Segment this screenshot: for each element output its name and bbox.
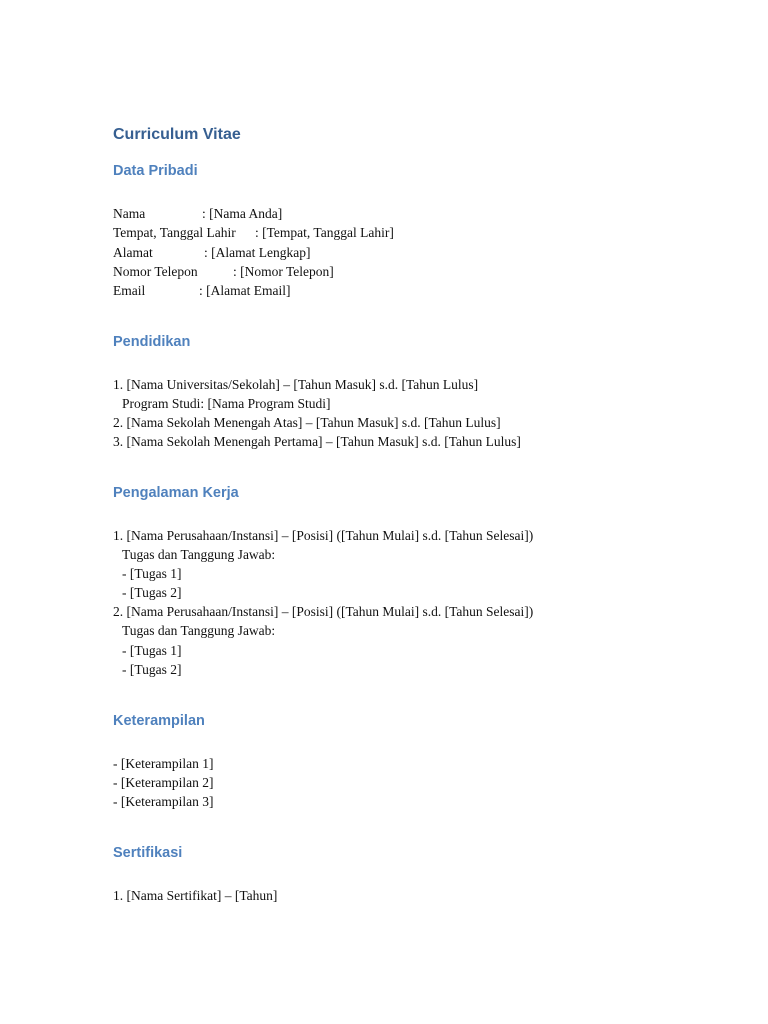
education-line: 2. [Nama Sekolah Menengah Atas] – [Tahun Masuk] s.d. [Tahun Lulus] bbox=[113, 415, 501, 430]
education-line: Program Studi: [Nama Program Studi] bbox=[122, 396, 331, 411]
skills-line: - [Keterampilan 1] bbox=[113, 756, 214, 771]
section-heading-experience: Pengalaman Kerja bbox=[113, 485, 239, 501]
personal-label: Nama bbox=[113, 206, 146, 221]
personal-label: Alamat bbox=[113, 245, 153, 260]
personal-value: : [Nomor Telepon] bbox=[233, 264, 334, 279]
personal-value: : [Tempat, Tanggal Lahir] bbox=[255, 225, 394, 240]
personal-value: : [Nama Anda] bbox=[202, 206, 283, 221]
experience-line: - [Tugas 1] bbox=[122, 643, 182, 658]
experience-line: 1. [Nama Perusahaan/Instansi] – [Posisi] ([Tahun Mulai] s.d. [Tahun Selesai]) bbox=[113, 528, 534, 543]
experience-line: - [Tugas 2] bbox=[122, 662, 182, 677]
experience-line: 2. [Nama Perusahaan/Instansi] – [Posisi] ([Tahun Mulai] s.d. [Tahun Selesai]) bbox=[113, 604, 534, 619]
education-line: 1. [Nama Universitas/Sekolah] – [Tahun Masuk] s.d. [Tahun Lulus] bbox=[113, 377, 479, 392]
personal-label: Tempat, Tanggal Lahir bbox=[113, 225, 236, 240]
skills-line: - [Keterampilan 2] bbox=[113, 775, 214, 790]
section-heading-certification: Sertifikasi bbox=[113, 845, 183, 861]
section-heading-personal: Data Pribadi bbox=[113, 163, 198, 179]
personal-label: Email bbox=[113, 283, 146, 298]
personal-row-birth bbox=[113, 223, 394, 242]
skills-line: - [Keterampilan 3] bbox=[113, 794, 214, 809]
personal-value: : [Alamat Email] bbox=[199, 283, 291, 298]
experience-line: Tugas dan Tanggung Jawab: bbox=[122, 547, 276, 562]
section-heading-education: Pendidikan bbox=[113, 334, 191, 350]
personal-label: Nomor Telepon bbox=[113, 264, 198, 279]
personal-row-name bbox=[113, 204, 282, 223]
personal-value: : [Alamat Lengkap] bbox=[204, 245, 311, 260]
education-line: 3. [Nama Sekolah Menengah Pertama] – [Tahun Masuk] s.d. [Tahun Lulus] bbox=[113, 434, 521, 449]
experience-line: - [Tugas 1] bbox=[122, 566, 182, 581]
personal-row-email bbox=[113, 281, 290, 300]
section-heading-skills: Keterampilan bbox=[113, 713, 205, 729]
experience-line: - [Tugas 2] bbox=[122, 585, 182, 600]
personal-row-phone bbox=[113, 262, 334, 281]
certification-line: 1. [Nama Sertifikat] – [Tahun] bbox=[113, 888, 278, 903]
personal-row-address bbox=[113, 243, 310, 262]
experience-line: Tugas dan Tanggung Jawab: bbox=[122, 623, 276, 638]
document-title: Curriculum Vitae bbox=[113, 126, 241, 143]
